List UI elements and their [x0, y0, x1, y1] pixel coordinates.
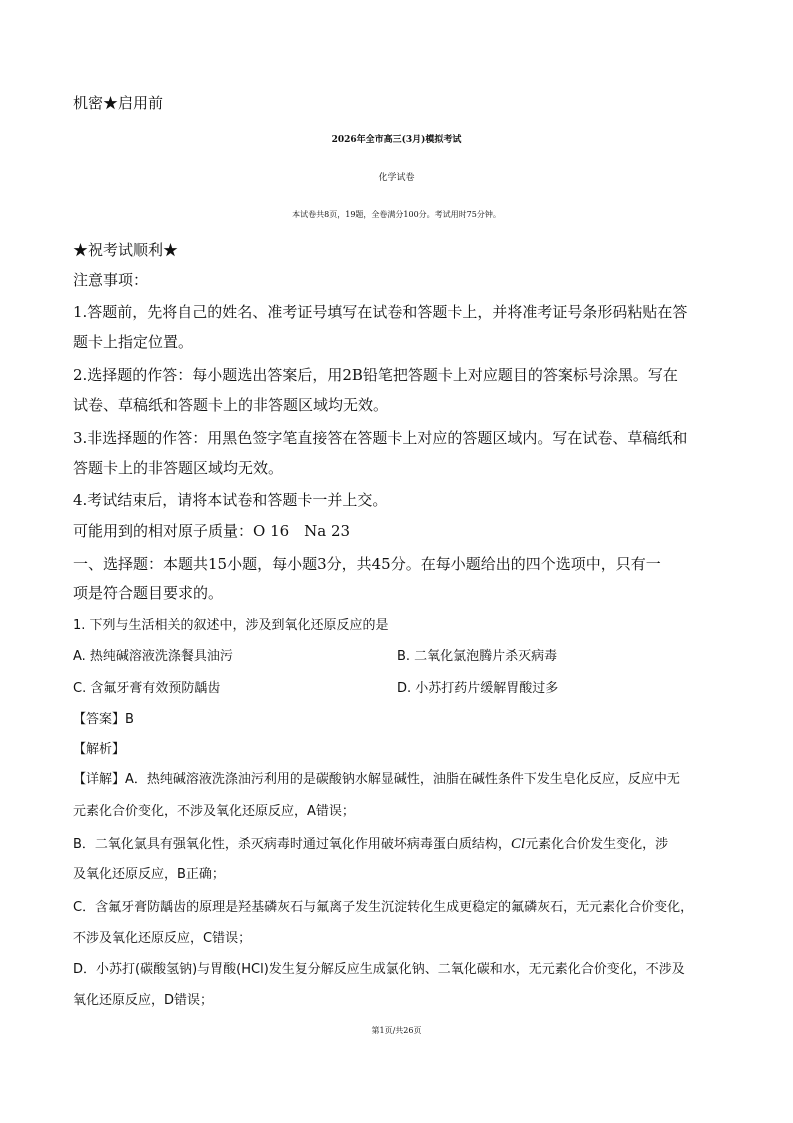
- analysis-label: 【解析】: [73, 742, 126, 757]
- chlorine-symbol: Cl: [510, 836, 526, 852]
- detail-b-text-2: 元素化合价发生变化，涉: [525, 837, 669, 852]
- section-intro-line-1: 一、选择题：本题共15小题，每小题3分，共45分。在每小题给出的四个选项中，只有一: [73, 555, 661, 573]
- detail-b-line-1: [73, 834, 668, 855]
- detail-c-line-2: 不涉及氧化还原反应，C错误；: [73, 931, 252, 946]
- detail-a-line-2: 元素化合价变化，不涉及氧化还原反应，A错误；: [73, 804, 355, 819]
- option-b: B. 二氧化氯泡腾片杀灭病毒: [397, 649, 558, 664]
- section-intro-line-2: 项是符合题目要求的。: [73, 584, 224, 602]
- option-c: C. 含氟牙膏有效预防龋齿: [73, 681, 221, 696]
- note-item-3-line-1: 3.非选择题的作答：用黑色签字笔直接答在答题卡上对应的答题区域内。写在试卷、草稿纸和: [73, 429, 688, 447]
- page-number: 第1页/共26页: [371, 1026, 422, 1035]
- atomic-mass-line: 可能用到的相对原子质量：O 16 Na 23: [73, 522, 351, 540]
- option-a: A. 热纯碱溶液洗涤餐具油污: [73, 649, 233, 664]
- option-d: D. 小苏打药片缓解胃酸过多: [397, 681, 559, 696]
- note-item-1-line-2: 题卡上指定位置。: [73, 333, 194, 351]
- detail-a-line-1: 【详解】A．热纯碱溶液洗涤油污利用的是碳酸钠水解显碱性，油脂在碱性条件下发生皂化反应，反应中无: [73, 772, 680, 787]
- detail-b-line-2: 及氧化还原反应，B正确；: [73, 867, 225, 882]
- note-item-1-line-1: 1.答题前，先将自己的姓名、准考证号填写在试卷和答题卡上，并将准考证号条形码粘贴在答: [73, 303, 688, 321]
- paper-info: 本试卷共8页，19题，全卷满分100分。考试用时75分钟。: [292, 210, 501, 219]
- notes-heading: 注意事项：: [73, 271, 149, 289]
- wish-text: ★祝考试顺利★: [73, 241, 179, 259]
- detail-b-text-1: B．二氧化氯具有强氧化性，杀灭病毒时通过氧化作用破坏病毒蛋白质结构，: [73, 837, 511, 852]
- detail-c-line-1: C．含氟牙膏防龋齿的原理是羟基磷灰石与氟离子发生沉淀转化生成更稳定的氟磷灰石，无元素化合价变化，: [73, 900, 694, 915]
- detail-d-line-1: D．小苏打(碳酸氢钠)与胃酸(HCl)发生复分解反应生成氯化钠、二氧化碳和水，无元素化合价变化，不涉及: [73, 962, 685, 977]
- note-item-2-line-1: 2.选择题的作答：每小题选出答案后，用2B铅笔把答题卡上对应题目的答案标号涂黑。写在: [73, 366, 678, 384]
- question-stem: 1. 下列与生活相关的叙述中，涉及到氧化还原反应的是: [73, 618, 389, 633]
- answer-line: 【答案】B: [73, 712, 134, 727]
- note-item-3-line-2: 答题卡上的非答题区域均无效。: [73, 459, 284, 477]
- exam-subtitle: 化学试卷: [378, 173, 415, 183]
- exam-title: 2026年全市高三(3月)模拟考试: [331, 135, 462, 145]
- note-item-2-line-2: 试卷、草稿纸和答题卡上的非答题区域均无效。: [73, 396, 389, 414]
- note-item-4: 4.考试结束后，请将本试卷和答题卡一并上交。: [73, 491, 388, 509]
- secret-mark: 机密★启用前: [73, 94, 164, 112]
- detail-d-line-2: 氧化还原反应，D错误；: [73, 993, 214, 1008]
